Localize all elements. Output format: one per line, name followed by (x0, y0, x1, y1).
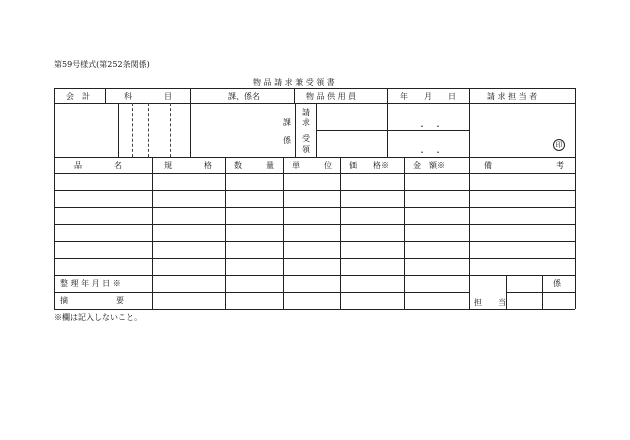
label-seikyu: 請 求 (302, 108, 310, 127)
col-tani: 単 位 (292, 161, 332, 170)
date-dots-2: ・ ・ (418, 148, 442, 157)
header-nengappi: 年 月 日 (400, 92, 456, 101)
col-kikaku: 規 格 (164, 161, 212, 170)
col-biko: 備 考 (484, 161, 564, 170)
date-dots-1: ・ ・ (418, 122, 442, 131)
header-kamoku: 科 目 (124, 92, 172, 101)
header-seikyu-tantosha: 請 求 担 当 者 (487, 92, 538, 101)
label-tanto: 担 当 (474, 298, 506, 307)
col-suryo: 数 量 (234, 161, 274, 170)
header-ka-kakari-mei: 課、係名 (228, 92, 260, 101)
form-number: 第59号様式(第252条関係) (54, 60, 150, 69)
label-ka: 課 (283, 118, 291, 127)
footnote: ※欄は記入しないこと。 (54, 313, 142, 322)
form-title: 物 品 請 求 兼 受 領 書 (253, 78, 335, 87)
seal-icon: 印 (553, 139, 565, 151)
col-hinmei: 品 名 (74, 161, 122, 170)
label-seiri-nengappi: 整 理 年 月 日 ※ (60, 279, 121, 288)
header-kaikei: 会 計 (66, 92, 90, 101)
col-kakaku: 価 格※ (349, 161, 389, 170)
label-kakari: 係 (283, 136, 291, 145)
label-juryo: 受 領 (302, 134, 310, 154)
header-buppin-kyoyoin: 物 品 供 用 員 (306, 92, 357, 101)
label-tekiyo: 摘 要 (60, 296, 124, 305)
label-kakari-footer: 係 (553, 279, 561, 288)
col-kingaku: 金 額※ (413, 161, 445, 170)
